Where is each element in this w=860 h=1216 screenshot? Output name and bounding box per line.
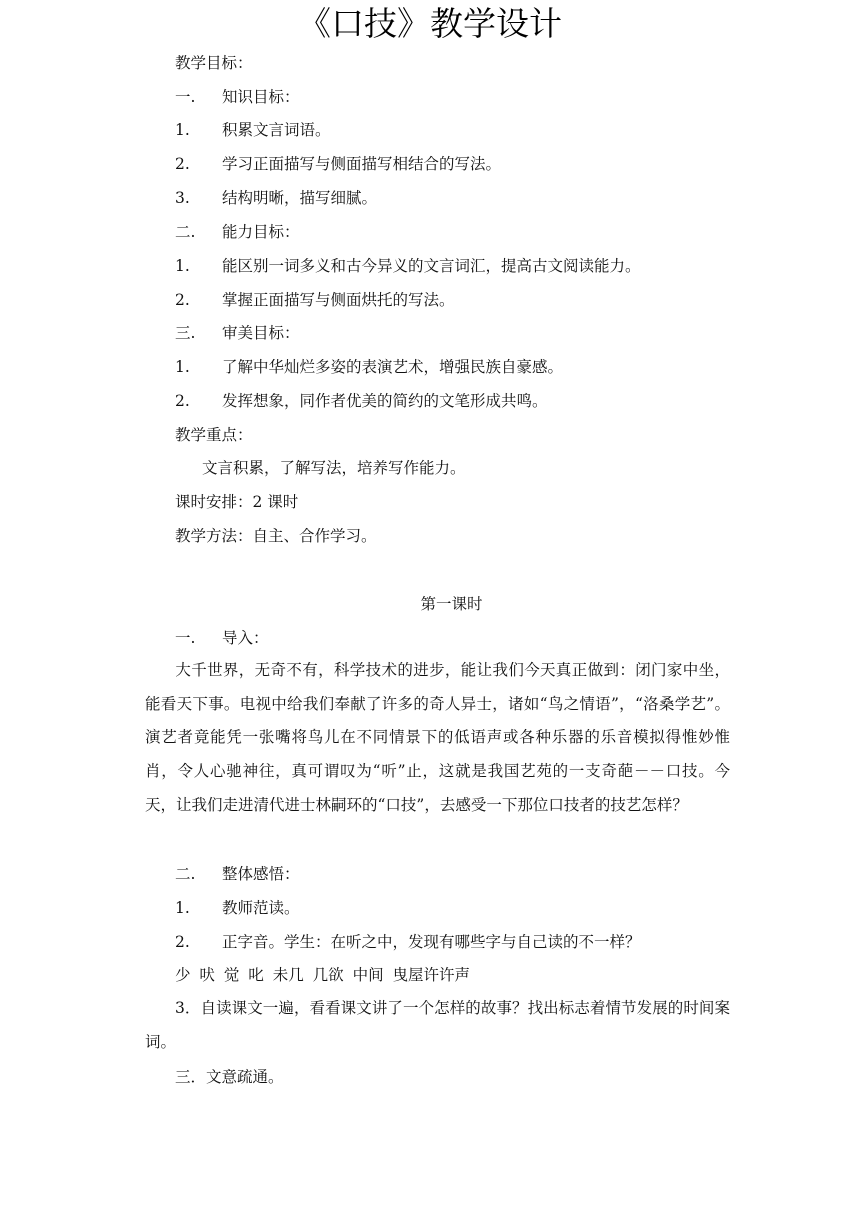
document-title: 《口技》教学设计 [298, 4, 562, 43]
list-item [175, 391, 548, 411]
intro-paragraph-text: 大千世界，无奇不有，科学技术的进步，能让我们今天真正做到：闭门家中坐，能看天下事。电视中给我们奉献了许多的奇人异士，诸如“鸟之情语”，“洛桑学艺”。演艺者竟能凭一张嘴将鸟儿在不同情景下的低语声或各种乐器的乐音模拟得惟妙惟肖，令人心驰神往，真可谓叹为“听”止，这就是我国艺苑的一支奇葩－－口技。今天，让我们走进清代进士林嗣环的“口技”，去感受一下那位口技者的技艺怎样？ [145, 661, 730, 814]
key-points-text: 文言积累，了解写法，培养写作能力。 [202, 459, 466, 477]
item-number: 3. [175, 189, 190, 207]
section-aesthetic [175, 323, 300, 343]
item-number: 2. [175, 392, 190, 410]
item-text: 发挥想象，同作者优美的简约的文笔形成共鸣。 [222, 392, 548, 410]
section-ability [175, 222, 300, 242]
section-label: 审美目标： [222, 324, 300, 342]
item-text: 能区别一词多义和古今异义的文言词汇，提高古文阅读能力。 [222, 257, 641, 275]
section-number: 二. [175, 865, 196, 883]
section-number: 三. [175, 324, 196, 342]
schedule-line: 课时安排：2 课时 [175, 493, 299, 511]
section-overall [175, 864, 300, 884]
section-comprehension: 三．文意疏通。 [175, 1068, 284, 1086]
item-text: 学习正面描写与侧面描写相结合的写法。 [222, 155, 502, 173]
objectives-heading: 教学目标： [175, 54, 253, 72]
list-item [175, 188, 377, 208]
item-text: 掌握正面描写与侧面烘托的写法。 [222, 291, 455, 309]
list-item [175, 120, 331, 140]
section-label: 能力目标： [222, 223, 300, 241]
section-number: 一. [175, 88, 196, 106]
item-number: 2. [175, 291, 190, 309]
item-number: 1. [175, 121, 190, 139]
section-label: 知识目标： [222, 88, 300, 106]
method-line: 教学方法：自主、合作学习。 [175, 527, 377, 545]
item-text: 了解中华灿烂多姿的表演艺术，增强民族自豪感。 [222, 358, 564, 376]
section-label: 整体感悟： [222, 865, 300, 883]
item-text: 积累文言词语。 [222, 121, 331, 139]
section-intro [175, 628, 269, 648]
section-label: 导入： [222, 629, 269, 647]
list-item [175, 932, 641, 952]
item-text: 结构明晰，描写细腻。 [222, 189, 378, 207]
step3-paragraph [145, 992, 730, 1059]
pronunciation-words: 少 吠 觉 叱 未几 几欲 中间 曳屋许许声 [175, 966, 470, 984]
item-number: 2. [175, 933, 190, 951]
step3-text: 3．自读课文一遍，看看课文讲了一个怎样的故事？找出标志着情节发展的时间案词。 [145, 999, 730, 1051]
section-number: 二. [175, 223, 196, 241]
item-text: 正字音。学生：在听之中，发现有哪些字与自己读的不一样？ [222, 933, 641, 951]
item-number: 2. [175, 155, 190, 173]
item-number: 1. [175, 257, 190, 275]
list-item [175, 898, 300, 918]
lesson-heading: 第一课时 [420, 595, 483, 613]
item-text: 教师范读。 [222, 899, 300, 917]
intro-paragraph [145, 654, 730, 823]
section-number: 一. [175, 629, 196, 647]
list-item [175, 154, 501, 174]
list-item [175, 357, 563, 377]
key-points-heading: 教学重点： [175, 426, 253, 444]
section-knowledge [175, 87, 300, 107]
list-item [175, 256, 641, 276]
list-item [175, 290, 455, 310]
item-number: 1. [175, 899, 190, 917]
item-number: 1. [175, 358, 190, 376]
